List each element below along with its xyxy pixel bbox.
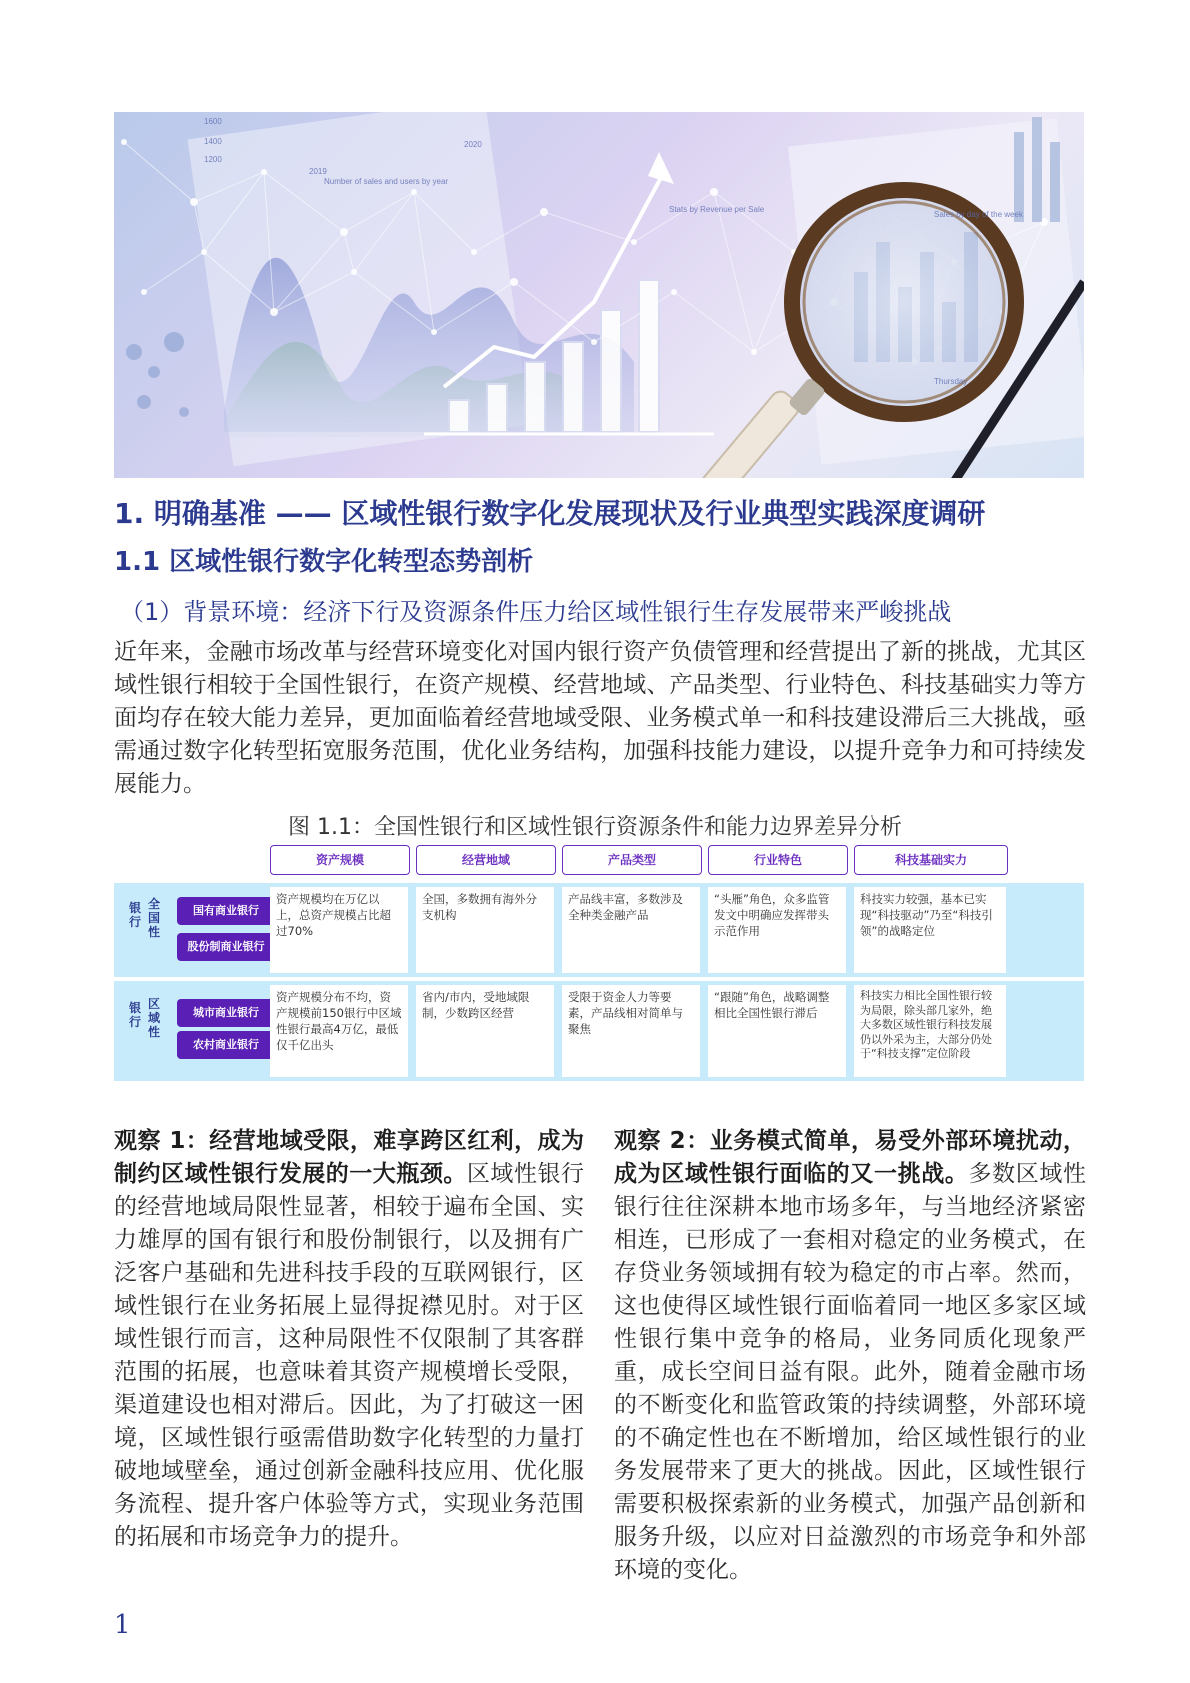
hero-label: Sales by day of the week (934, 210, 1023, 219)
comparison-table (114, 845, 1084, 1081)
hero-label: 1200 (204, 155, 222, 164)
observation-1-body: 区域性银行的经营地域局限性显著，相较于遍布全国、实力雄厚的国有银行和股份制银行，以及拥有广泛客户基础和先进科技手段的互联网银行，区域性银行在业务拓展上显得捉襟见肘。对于区域性银行而言，这种局限性不仅限制了其客群范围的拓展，也意味着其资产规模增长受限，渠道建设也相对滞后。因此，为了打破这一困境，区域性银行亟需借助数字化转型的力量打破地域壁垒，通过创新金融科技应用、优化服务流程、提升客户体验等方式，实现业务范围的拓展和市场竞争力的提升。 (114, 1161, 585, 1550)
table-cell: 资产规模均在万亿以上，总资产规模占比超过70% (270, 887, 408, 973)
subsection-heading: 1.1 区域性银行数字化转型态势剖析 (114, 547, 534, 577)
table-row (114, 981, 1084, 1081)
hero-label: 1600 (204, 117, 222, 126)
column-header: 资产规模 (270, 845, 410, 875)
group-label-side: 银行 (128, 901, 141, 929)
column-header: 产品类型 (562, 845, 702, 875)
observation-1-title: 观察 1：经营地域受限，难享跨区红利，成为制约区域性银行发展的一大瓶颈。 (114, 1128, 584, 1187)
hero-label: 2019 (309, 167, 327, 176)
observation-2 (614, 1125, 1086, 1587)
bank-type-label: 股份制商业银行 (177, 933, 275, 961)
observation-2-title: 观察 2：业务模式简单，易受外部环境扰动，成为区域性银行面临的又一挑战。 (614, 1128, 1086, 1187)
table-cell: 科技实力相比全国性银行较为局限，除头部几家外，绝大多数区域性银行科技发展仍以外采为主，大部分仍处于“科技支撑”定位阶段 (854, 985, 1006, 1077)
table-cell: 省内/市内，受地域限制，少数跨区经营 (416, 985, 554, 1077)
column-header: 行业特色 (708, 845, 848, 875)
observation-2-body: 多数区域性银行往往深耕本地市场多年，与当地经济紧密相连，已形成了一套相对稳定的业务模式，在存贷业务领域拥有较为稳定的市占率。然而，这也使得区域性银行面临着同一地区多家区域性银行集中竞争的格局，业务同质化现象严重，成长空间日益有限。此外，随着金融市场的不断变化和监管政策的持续调整，外部环境的不确定性也在不断增加，给区域性银行的业务发展带来了更大的挑战。因此，区域性银行需要积极探索新的业务模式，加强产品创新和服务升级，以应对日益激烈的市场竞争和外部环境的变化。 (614, 1161, 1087, 1583)
table-row (114, 883, 1084, 977)
hero-illustration (114, 112, 1084, 478)
table-cell: 全国，多数拥有海外分支机构 (416, 887, 554, 973)
group-label: 全 国 性 (147, 897, 160, 939)
hero-image (114, 112, 1084, 478)
hero-label: Thursday (934, 377, 968, 386)
group-label-side: 银行 (128, 1001, 141, 1029)
hero-label: Stats by Revenue per Sale (669, 205, 765, 214)
hero-label: 2020 (464, 140, 482, 149)
column-header: 科技基础实力 (854, 845, 1008, 875)
group-label: 区 域 性 (147, 997, 160, 1039)
table-cell: 科技实力较强，基本已实现“科技驱动”乃至“科技引领”的战略定位 (854, 887, 1006, 973)
page-number: 1 (114, 1610, 131, 1640)
figure-caption: 图 1.1：全国性银行和区域性银行资源条件和能力边界差异分析 (288, 815, 902, 840)
table-cell: “跟随”角色，战略调整相比全国性银行滞后 (708, 985, 846, 1077)
table-cell: “头雁”角色，众多监管发文中明确应发挥带头示范作用 (708, 887, 846, 973)
section-heading: 1. 明确基准 —— 区域性银行数字化发展现状及行业典型实践深度调研 (114, 497, 986, 530)
bank-type-label: 城市商业银行 (177, 999, 275, 1027)
bank-type-label: 农村商业银行 (177, 1031, 275, 1059)
subsubsection-heading: （1）背景环境：经济下行及资源条件压力给区域性银行生存发展带来严峻挑战 (120, 598, 952, 626)
bank-type-label: 国有商业银行 (177, 897, 275, 925)
intro-paragraph: 近年来，金融市场改革与经营环境变化对国内银行资产负债管理和经营提出了新的挑战，尤其区域性银行相较于全国性银行，在资产规模、经营地域、产品类型、行业特色、科技基础实力等方面均存在较大能力差异，更加面临着经营地域受限、业务模式单一和科技建设滞后三大挑战，亟需通过数字化转型拓宽服务范围，优化业务结构，加强科技能力建设，以提升竞争力和可持续发展能力。 (114, 639, 1086, 797)
table-cell: 资产规模分布不均，资产规模前150银行中区域性银行最高4万亿，最低仅千亿出头 (270, 985, 408, 1077)
hero-label: Number of sales and users by year (324, 177, 449, 186)
hero-label: 1400 (204, 137, 222, 146)
column-header: 经营地域 (416, 845, 556, 875)
observation-1 (114, 1125, 584, 1554)
table-cell: 受限于资金人力等要素，产品线相对简单与聚焦 (562, 985, 700, 1077)
table-cell: 产品线丰富，多数涉及全种类金融产品 (562, 887, 700, 973)
